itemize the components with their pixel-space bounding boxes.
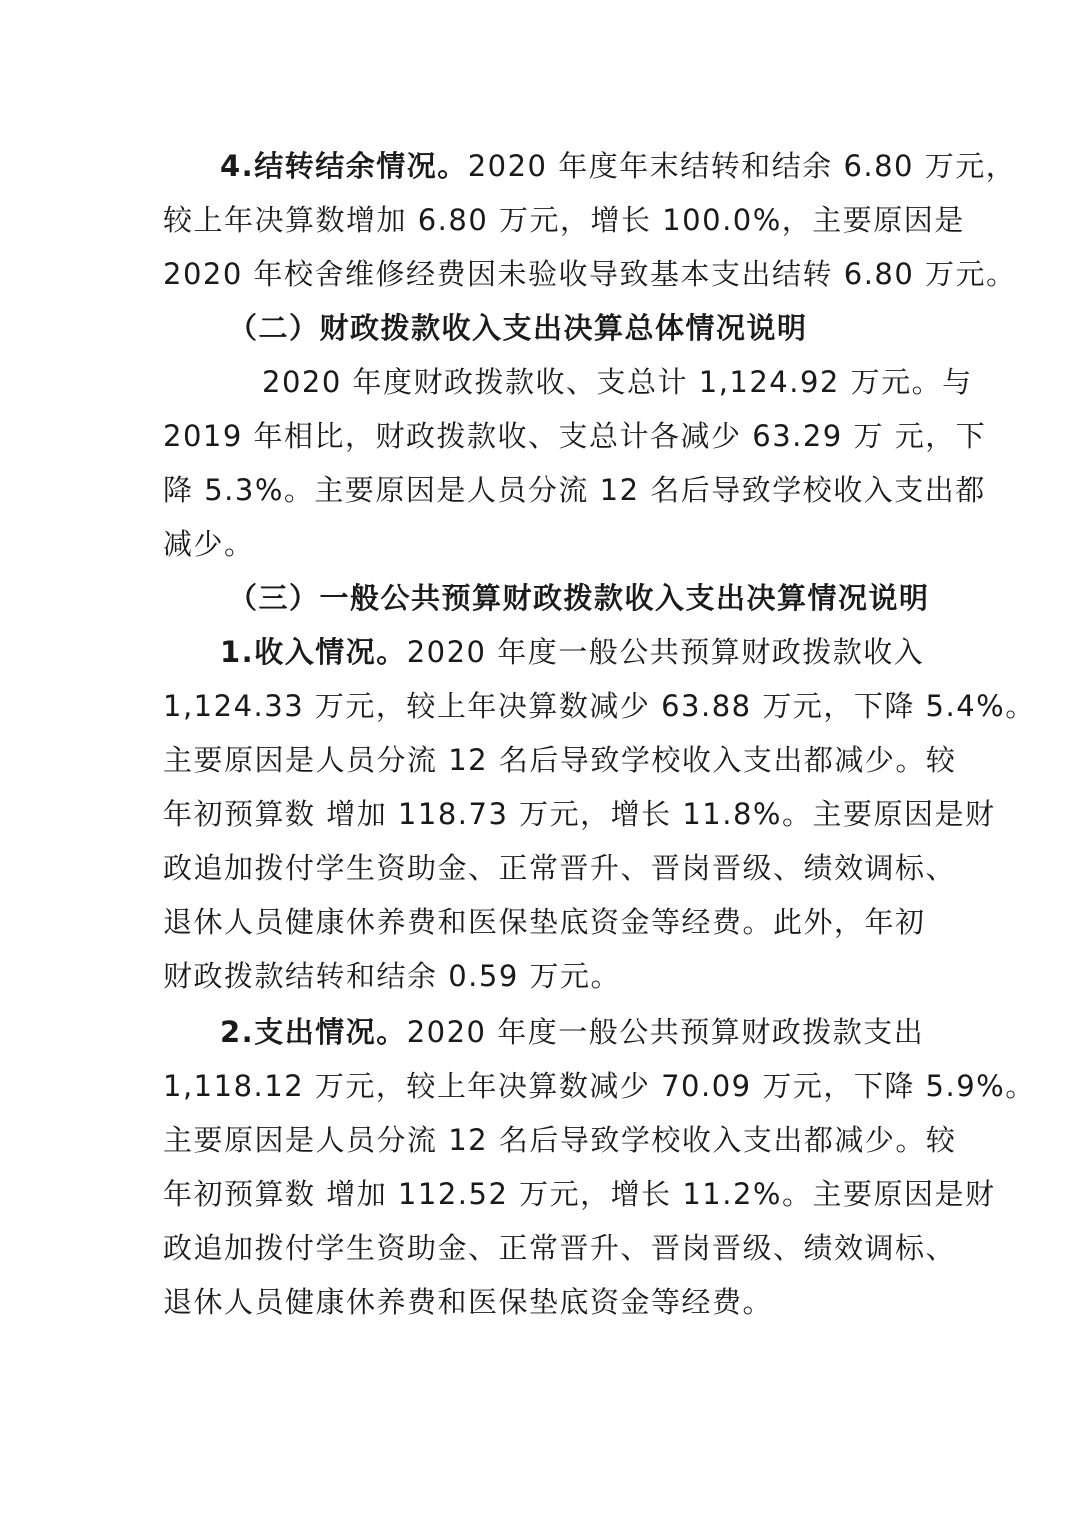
paragraph-line: 1,124.33 万元，较上年决算数减少 63.88 万元，下降 5.4%。 <box>163 689 1036 723</box>
paragraph-line: 2020 年校舍维修经费因未验收导致基本支出结转 6.80 万元。 <box>163 257 1017 291</box>
paragraph-line: 降 5.3%。主要原因是人员分流 12 名后导致学校收入支出都 <box>163 473 986 507</box>
paragraph-line <box>220 1012 924 1052</box>
paragraph-text: 2020 年度一般公共预算财政拨款收入 <box>406 635 925 669</box>
section-heading-general-budget: （三）一般公共预算财政拨款收入支出决算情况说明 <box>228 581 930 615</box>
paragraph-line: 2019 年相比，财政拨款收、支总计各减少 63.29 万 元，下 <box>163 419 987 453</box>
paragraph-line: 政追加拨付学生资助金、正常晋升、晋岗晋级、绩效调标、 <box>163 1231 957 1265</box>
paragraph-text: 2020 年度年末结转和结余 6.80 万元， <box>467 149 1017 183</box>
paragraph-line: 较上年决算数增加 6.80 万元，增长 100.0%，主要原因是 <box>163 203 965 237</box>
paragraph-line: 财政拨款结转和结余 0.59 万元。 <box>163 959 622 993</box>
paragraph-line <box>220 632 924 672</box>
paragraph-line: 减少。 <box>163 527 255 561</box>
section-heading-expenditure: 2.支出情况。 <box>220 1015 407 1049</box>
paragraph-line: 2020 年度财政拨款收、支总计 1,124.92 万元。与 <box>262 365 973 399</box>
paragraph-line: 主要原因是人员分流 12 名后导致学校收入支出都减少。较 <box>163 1123 957 1157</box>
paragraph-line: 主要原因是人员分流 12 名后导致学校收入支出都减少。较 <box>163 743 957 777</box>
paragraph-line: 政追加拨付学生资助金、正常晋升、晋岗晋级、绩效调标、 <box>163 851 957 885</box>
section-heading-income: 1.收入情况。 <box>220 635 407 669</box>
paragraph-line <box>220 146 1016 186</box>
paragraph-line: 年初预算数 增加 112.52 万元，增长 11.2%。主要原因是财 <box>163 1177 996 1211</box>
paragraph-line: 退休人员健康休养费和医保垫底资金等经费。 <box>163 1285 774 1319</box>
paragraph-line: 退休人员健康休养费和医保垫底资金等经费。此外，年初 <box>163 905 926 939</box>
section-heading-overall: （二）财政拨款收入支出决算总体情况说明 <box>228 311 808 345</box>
section-heading-carryover: 4.结转结余情况。 <box>220 149 468 183</box>
paragraph-text: 2020 年度一般公共预算财政拨款支出 <box>406 1015 925 1049</box>
paragraph-line: 年初预算数 增加 118.73 万元，增长 11.8%。主要原因是财 <box>163 797 996 831</box>
paragraph-line: 1,118.12 万元，较上年决算数减少 70.09 万元，下降 5.9%。 <box>163 1069 1036 1103</box>
